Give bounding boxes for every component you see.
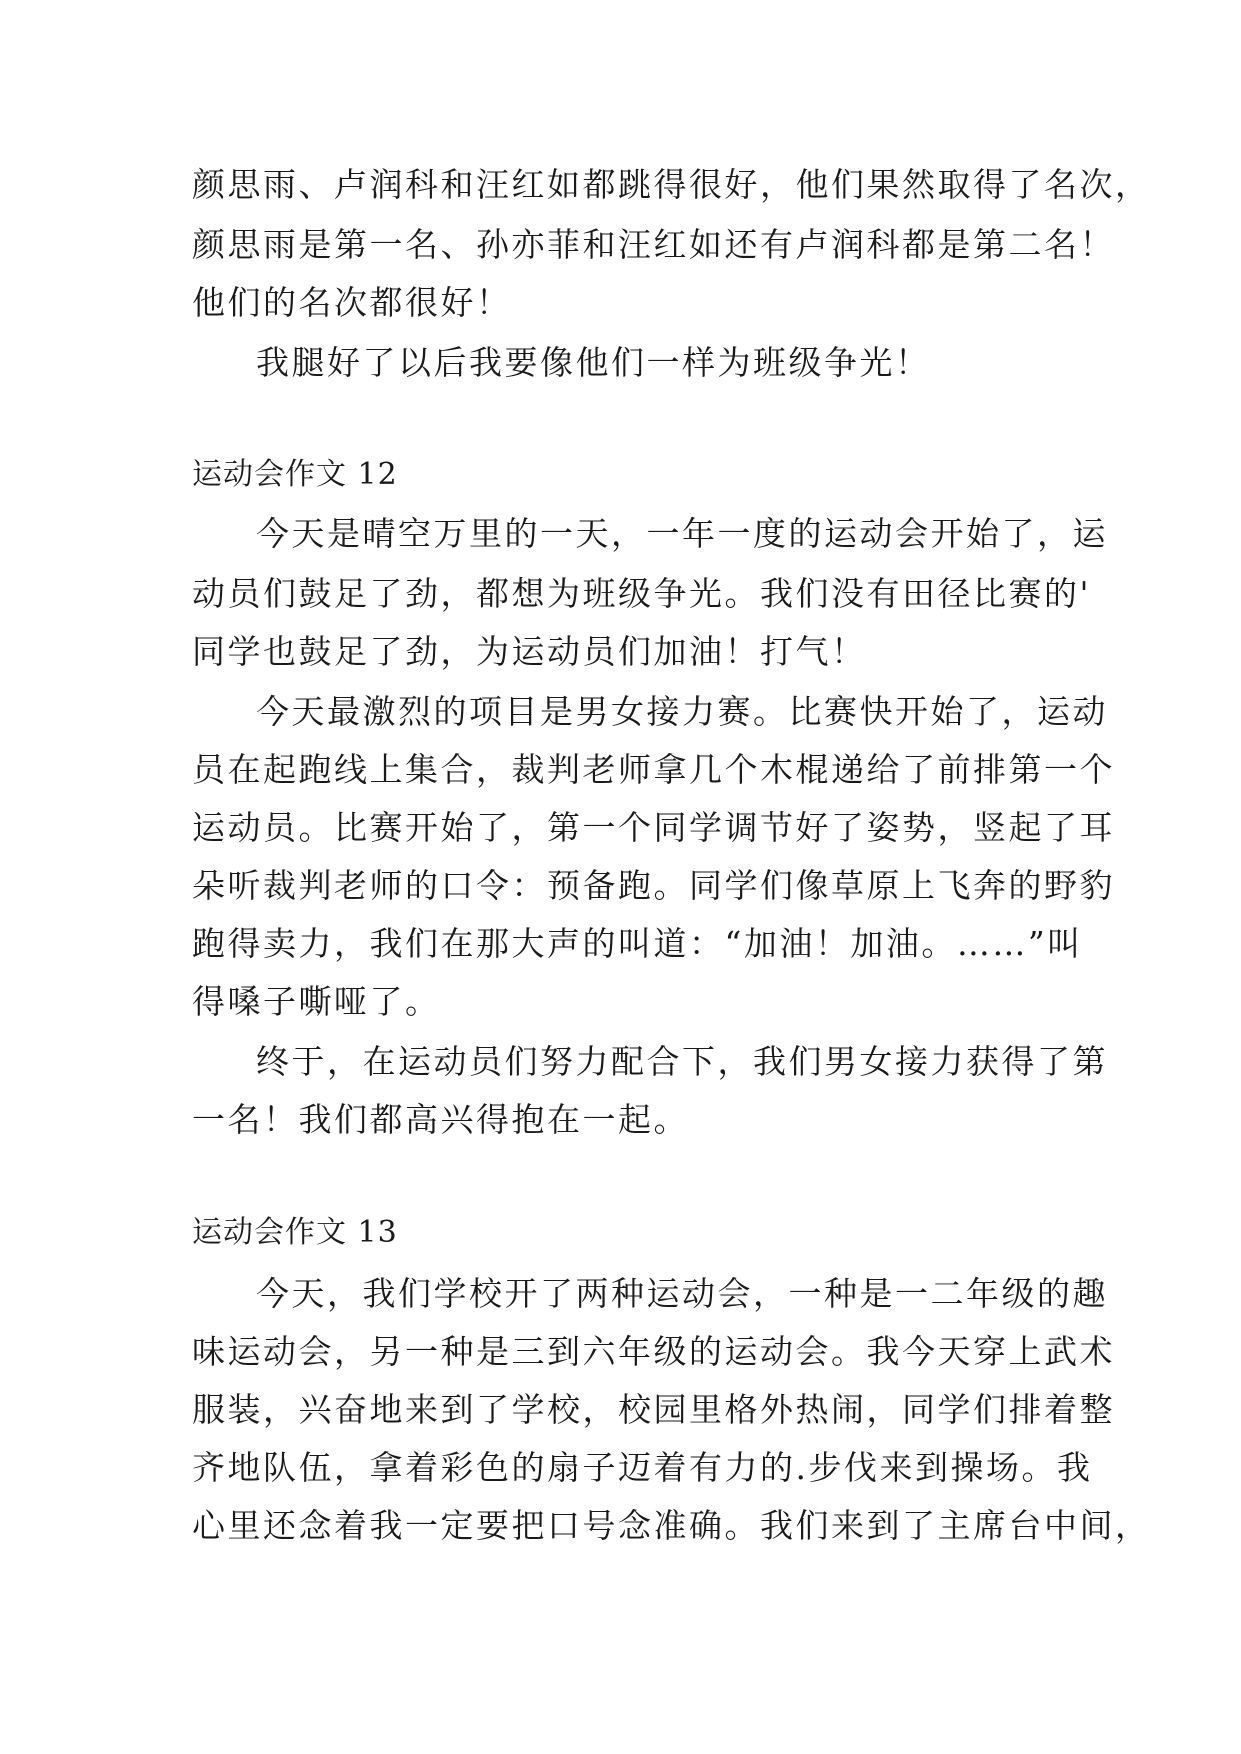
paragraph-line: 运动员。比赛开始了，第一个同学调节好了姿势，竖起了耳 [192, 808, 1115, 847]
paragraph-line: 朵听裁判老师的口令：预备跑。同学们像草原上飞奔的野豹 [192, 866, 1115, 905]
paragraph-line: 今天是晴空万里的一天，一年一度的运动会开始了，运 [256, 514, 1108, 553]
paragraph-line: 颜思雨是第一名、孙亦菲和汪红如还有卢润科都是第二名！ [192, 225, 1115, 264]
paragraph-line: 今天，我们学校开了两种运动会，一种是一二年级的趣 [256, 1274, 1108, 1313]
paragraph-line: 一名！我们都高兴得抱在一起。 [192, 1100, 689, 1139]
paragraph-line: 动员们鼓足了劲，都想为班级争光。我们没有田径比赛的' [192, 574, 1092, 613]
paragraph-line: 服装，兴奋地来到了学校，校园里格外热闹，同学们排着整 [192, 1390, 1115, 1429]
paragraph-line: 得嗓子嘶哑了。 [192, 982, 441, 1021]
paragraph-line: 他们的名次都很好！ [192, 283, 512, 322]
paragraph-line: 心里还念着我一定要把口号念准确。我们来到了主席台中间， [192, 1506, 1151, 1545]
essay-title: 运动会作文 13 [192, 1215, 398, 1250]
paragraph-line: 我腿好了以后我要像他们一样为班级争光！ [256, 343, 931, 382]
paragraph-line: 同学也鼓足了劲，为运动员们加油！打气！ [192, 632, 867, 671]
paragraph-line: 跑得卖力，我们在那大声的叫道：“加油！加油。……”叫 [192, 924, 1083, 963]
paragraph-line: 味运动会，另一种是三到六年级的运动会。我今天穿上武术 [192, 1332, 1115, 1371]
paragraph-line: 颜思雨、卢润科和汪红如都跳得很好，他们果然取得了名次， [192, 165, 1151, 204]
paragraph-line: 今天最激烈的项目是男女接力赛。比赛快开始了，运动 [256, 692, 1108, 731]
essay-title: 运动会作文 12 [192, 457, 398, 492]
paragraph-line: 终于，在运动员们努力配合下，我们男女接力获得了第 [256, 1042, 1108, 1081]
paragraph-line: 员在起跑线上集合，裁判老师拿几个木棍递给了前排第一个 [192, 750, 1115, 789]
paragraph-line: 齐地队伍，拿着彩色的扇子迈着有力的.步伐来到操场。我 [192, 1448, 1093, 1487]
